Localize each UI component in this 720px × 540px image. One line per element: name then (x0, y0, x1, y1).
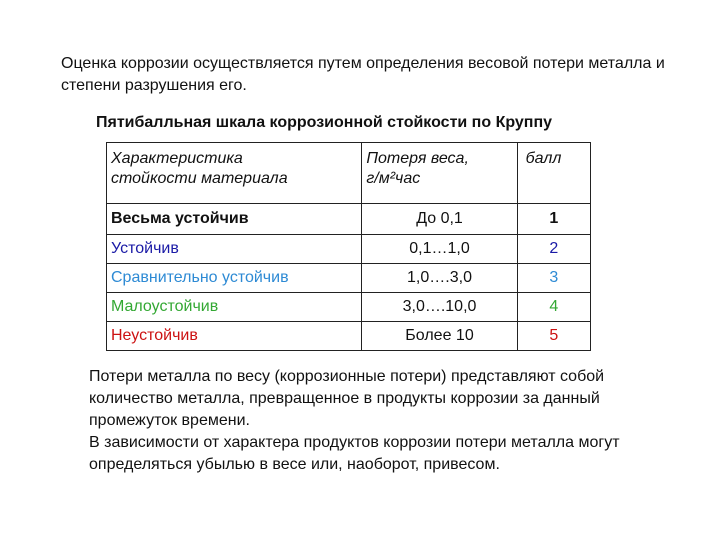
row-score: 1 (517, 204, 590, 235)
row-label: Устойчив (107, 235, 362, 264)
header-characteristic-line1: Характеристика (111, 150, 243, 167)
outro-paragraph-2: В зависимости от характера продуктов коррозии потери металла могут определяться убылью в весе или, наоборот, привесом. (89, 434, 620, 473)
header-weight-loss (362, 143, 517, 204)
row-score: 5 (517, 322, 590, 351)
header-score: балл (517, 143, 590, 204)
row-weight-loss: 3,0….10,0 (362, 293, 517, 322)
header-characteristic (107, 143, 362, 204)
row-label: Весьма устойчив (107, 204, 362, 235)
outro-text (89, 366, 689, 476)
row-score: 3 (517, 264, 590, 293)
row-weight-loss: Более 10 (362, 322, 517, 351)
table-title: Пятибалльная шкала коррозионной стойкости по Круппу (96, 114, 553, 131)
row-label: Малоустойчив (107, 293, 362, 322)
table-row (107, 235, 591, 264)
row-label: Неустойчив (107, 322, 362, 351)
table-row (107, 322, 591, 351)
row-score: 4 (517, 293, 590, 322)
row-weight-loss: До 0,1 (362, 204, 517, 235)
table-row (107, 293, 591, 322)
row-label: Сравнительно устойчив (107, 264, 362, 293)
row-weight-loss: 1,0….3,0 (362, 264, 517, 293)
header-characteristic-line2: стойкости материала (111, 170, 288, 187)
table-row (107, 264, 591, 293)
row-score: 2 (517, 235, 590, 264)
header-weight-loss-line2: г/м²час (366, 170, 421, 187)
table-row (107, 204, 591, 235)
corrosion-scale-table (106, 142, 591, 351)
intro-text: Оценка коррозии осуществляется путем определения весовой потери металла и степени разрушения его. (61, 55, 665, 94)
header-weight-loss-line1: Потеря веса, (366, 150, 469, 167)
row-weight-loss: 0,1…1,0 (362, 235, 517, 264)
outro-paragraph-1: Потери металла по весу (коррозионные потери) представляют собой количество металла, превращенное в продукты коррозии за данный промежуток времени. (89, 368, 605, 429)
table-header-row (107, 143, 591, 204)
